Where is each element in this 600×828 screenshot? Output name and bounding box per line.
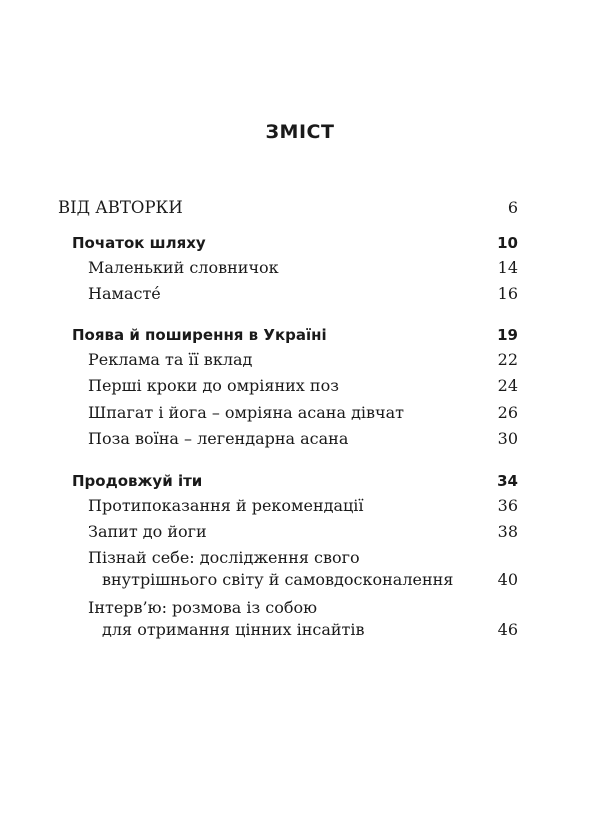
toc-entry-first-steps [0, 375, 600, 401]
toc-section-label: Продовжуй іти [72, 472, 203, 490]
toc-section-label: Поява й поширення в Україні [72, 326, 327, 344]
toc-entry-label: ВІД АВТОРКИ [58, 198, 183, 217]
toc-entry-label [88, 597, 365, 641]
toc-section-keep-going [0, 470, 600, 496]
toc-entry-from-author [0, 197, 600, 223]
toc-entry-label [88, 547, 453, 591]
toc-entry-contraindications [0, 495, 600, 521]
toc-entry-interview [0, 597, 600, 645]
toc-section-page: 19 [497, 326, 518, 344]
toc-section-ukraine [0, 324, 600, 350]
toc-section-beginning [0, 232, 600, 258]
toc-entry-label: Шпагат і йога – омріяна асана дівчат [88, 403, 405, 422]
toc-entry-label-line1: Пізнай себе: дослідження свого [88, 548, 360, 567]
toc-entry-label: Реклама та її вклад [88, 350, 253, 369]
toc-entry-yoga-request [0, 521, 600, 547]
toc-section-page: 10 [497, 234, 518, 252]
toc-entry-label: Маленький словничок [88, 258, 279, 277]
toc-entry-label-line2: внутрішнього світу й самовдосконалення [102, 570, 454, 589]
page-title: ЗМІСТ [265, 121, 335, 143]
toc-entry-page: 38 [497, 522, 518, 541]
toc-section-label: Початок шляху [72, 234, 206, 252]
toc-entry-page: 22 [497, 350, 518, 369]
toc-entry-page: 14 [497, 258, 518, 277]
toc-section-page: 34 [497, 472, 518, 490]
toc-entry-page: 26 [497, 403, 518, 422]
toc-entry-know-yourself [0, 547, 600, 595]
toc-entry-splits [0, 402, 600, 428]
toc-entry-label: Поза воїна – легендарна асана [88, 429, 349, 448]
toc-entry-glossary [0, 257, 600, 283]
toc-entry-namaste [0, 283, 600, 309]
toc-entry-page: 40 [497, 570, 518, 589]
toc-entry-page: 36 [497, 496, 518, 515]
toc-entry-advertising [0, 349, 600, 375]
toc-entry-label: Перші кроки до омріяних поз [88, 376, 339, 395]
toc-entry-label-line2: для отримання цінних інсайтів [102, 620, 365, 639]
toc-entry-page: 6 [507, 198, 518, 217]
toc-entry-page: 16 [497, 284, 518, 303]
toc-entry-label: Намасте́ [88, 284, 161, 303]
toc-entry-page: 46 [497, 620, 518, 639]
toc-entry-page: 24 [497, 376, 518, 395]
toc-entry-warrior-pose [0, 428, 600, 454]
toc-entry-label: Протипоказання й рекомендації [88, 496, 364, 515]
toc-entry-label: Запит до йоги [88, 522, 207, 541]
toc-entry-label-line1: Інтерв’ю: розмова із собою [88, 598, 318, 617]
toc-entry-page: 30 [497, 429, 518, 448]
